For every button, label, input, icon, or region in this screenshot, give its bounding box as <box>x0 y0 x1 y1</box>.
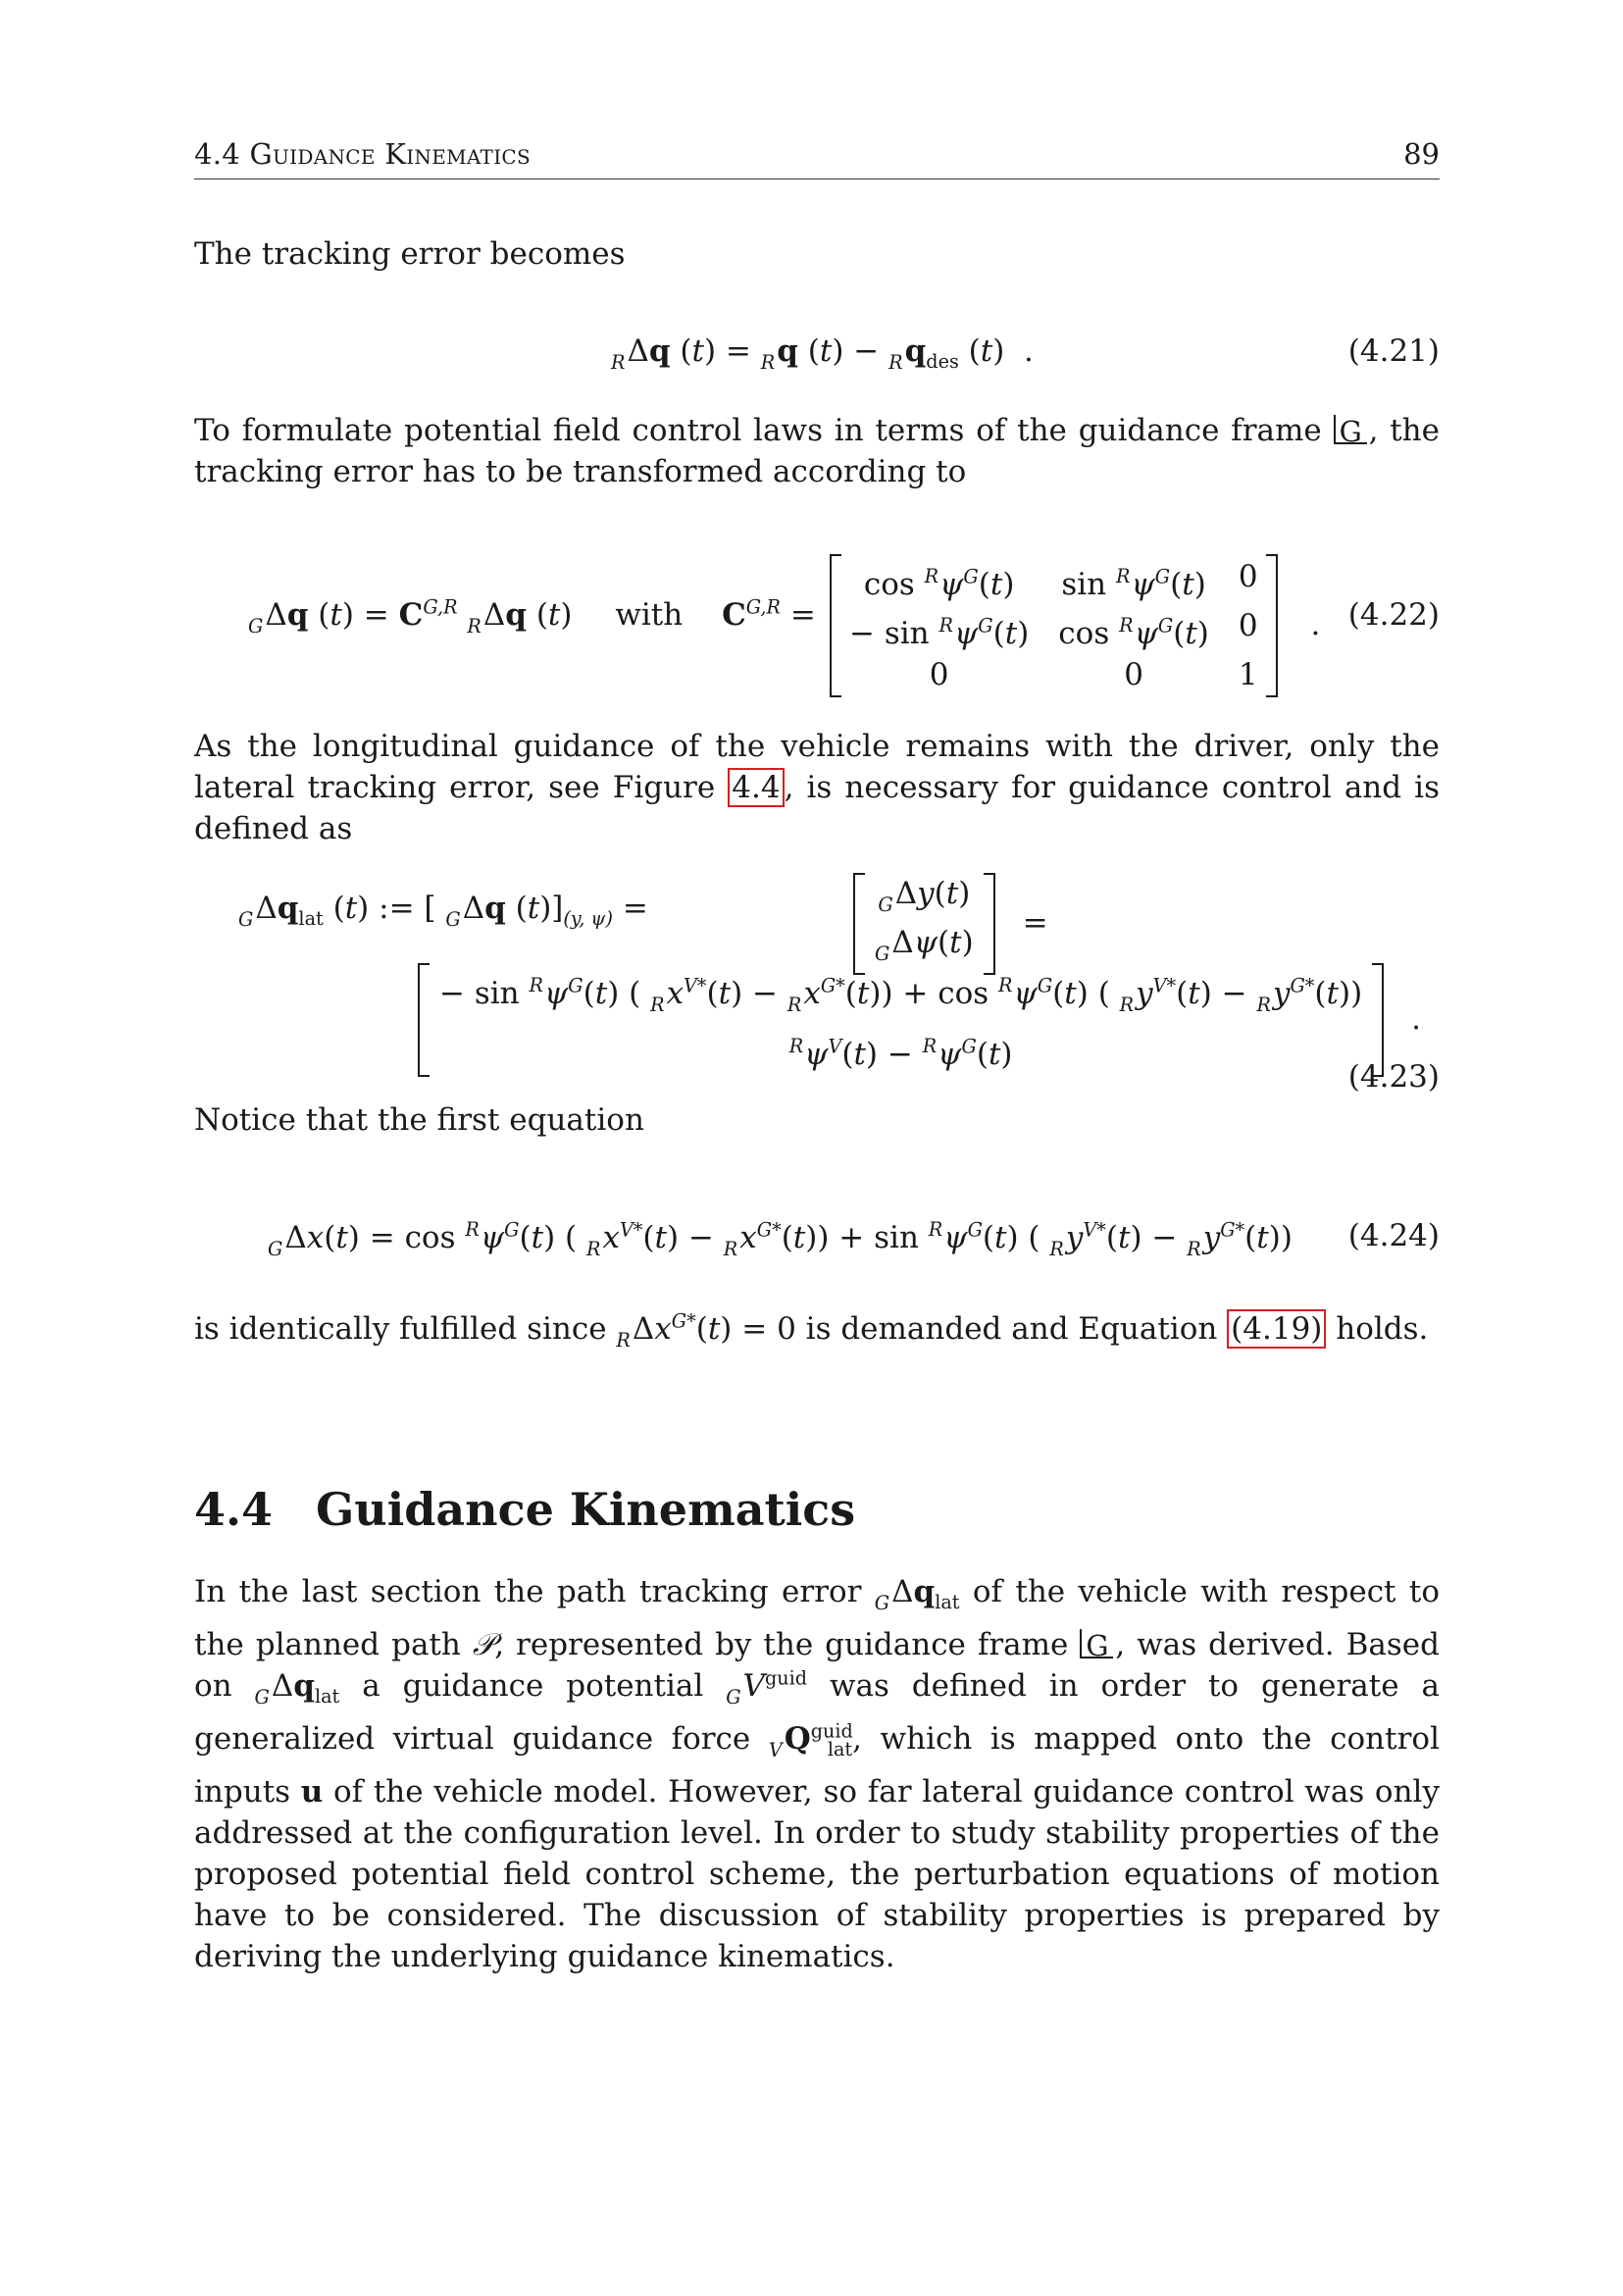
paragraph-notice: Notice that the first equation <box>194 1102 644 1138</box>
equation-4-22 <box>194 554 1440 692</box>
equation-4-23 <box>194 873 1440 1108</box>
running-title: 4.4 Guidance Kinematics <box>194 137 531 171</box>
paragraph-tracking-error: The tracking error becomes <box>194 236 626 272</box>
text-span: , which is mapped onto the control inputs <box>194 1721 1440 1810</box>
section-number: 4.4 <box>194 1483 274 1536</box>
paragraph-guidance-kinematics: In the last section the path tracking error $_G\Delta q_{lat}$ of the vehicle with respect to the planned path 𝒫, represented by the guidance frame G , was derived. Based on $_G\Delta q_{lat}$ a guidance potential $_GV^{guid}$ was defined in order to generate a generalized virtual guidance force $_VQ^{guid}_{lat}$, which is mapped onto the control inputs u of the vehicle model. However, so far lateral guidance control was only addressed at the configuration level. In order to study stability properties of the proposed potential field control scheme, the perturbation equations of motion have to be considered. The discussion of stability properties is prepared by deriving the underlying guidance kinematics. <box>194 1574 1440 1974</box>
equation-4-21-body: $_R$Δq (t) = $_R$q $(t) - _Rq_{des}$ (t) . <box>611 333 1034 374</box>
text-span: is demanded and Equation <box>795 1311 1228 1347</box>
equation-4-21 <box>194 333 1440 377</box>
paragraph-fulfilled: is identically fulfilled since $_R\Delta x^{G*}(t) = 0$ is demanded and Equation (4.19) holds. <box>194 1309 1429 1352</box>
frame-label: G <box>1339 415 1362 448</box>
text-span: , represented by the guidance frame <box>494 1627 1081 1662</box>
text-span: In the last section the path tracking error <box>194 1574 875 1609</box>
equation-4-24 <box>194 1218 1440 1263</box>
paragraph-longitudinal <box>194 726 1440 849</box>
figure-reference-link[interactable]: 4.4 <box>728 768 784 807</box>
equation-4-22-lhs: $_G$Δq $(t) = C^{G,R}$ $_R$Δq (t) with $C^{G,R}$ = <box>248 595 816 638</box>
text-span: , the tracking error has to be transformed according to <box>194 413 1440 489</box>
equation-number-4-24: (4.24) <box>1347 1218 1440 1253</box>
equation-number-4-21: (4.21) <box>1347 333 1440 369</box>
vector-dy-dpsi: $_G$Δy(t) $_G$Δψ(t) = <box>853 873 1048 975</box>
equation-number-4-22: (4.22) <box>1347 597 1440 633</box>
equation-4-23-line1: $_G\Delta q_{lat}$ (t) := [ $_G$Δq $(t)]_{(y, \psi)}$ = <box>238 891 648 931</box>
with-word: with <box>615 597 684 633</box>
equation-4-23-line2: − $\sin ^R\psi^G(t)$ ( $_Rx^{V*}(t) - _Rx^{G*}(t)) + \cos ^R\psi^G(t)$ ( $_Ry^{V*}(t) - _Ry^{G*}(t)$) $^R\psi^V(t) - ^R\psi^G(t)$ . <box>418 963 1421 1077</box>
section-title: Guidance Kinematics <box>316 1483 856 1536</box>
paragraph-formulate <box>194 410 1440 492</box>
matrix-body: $\cos ^R\psi^G(t)$ $\sin ^R\psi^G(t)$ 0 − $\sin ^R\psi^G(t)$ $\cos ^R\psi^G(t)$ 0 0 0 1 <box>830 554 1278 697</box>
equation-reference-link[interactable]: (4.19) <box>1227 1309 1326 1349</box>
text-span: , was derived. Based on <box>194 1627 1440 1704</box>
guidance-frame-icon <box>1334 415 1369 448</box>
running-head <box>194 135 1440 179</box>
equation-number-4-23: (4.23) <box>1347 1059 1440 1095</box>
text-span: As the longitudinal guidance of the vehicle remains with the driver, only the lateral tracking error, see Figure <box>194 729 1440 805</box>
text-span: , is necessary for guidance control and is defined as <box>194 770 1440 846</box>
text-span: holds. <box>1326 1311 1429 1347</box>
equation-4-24-body: $_G\Delta x(t) = \cos ^R\psi^G(t)$ ( $_Rx^{V*}(t) - _Rx^{G*}(t)) + \sin ^R\psi^G(t)$ ( $_Ry^{V*}(t) - _Ry^{G*}(t)$) <box>268 1218 1293 1260</box>
text-span: of the vehicle with respect to the planned path <box>194 1574 1440 1662</box>
section-heading <box>194 1483 855 1536</box>
page-number: 89 <box>1403 137 1440 171</box>
text-span: To formulate potential field control laws in terms of the guidance frame <box>194 413 1334 448</box>
guidance-frame-icon <box>1080 1629 1115 1662</box>
frame-label: G <box>1086 1629 1109 1662</box>
text-span: is identically fulfilled since <box>194 1311 617 1347</box>
text-span: a guidance potential <box>339 1668 727 1704</box>
text-span: of the vehicle model. However, so far lateral guidance control was only addressed at the configuration level. In order to study stability properties of the proposed potential field control scheme, the perturbation equations of motion have to be considered. The discussion of stability properties is prepared by deriving the underlying guidance kinematics. <box>194 1774 1440 1974</box>
rotation-matrix: $\cos ^R\psi^G(t)$ $\sin ^R\psi^G(t)$ 0 − $\sin ^R\psi^G(t)$ $\cos ^R\psi^G(t)$ 0 0 0 1 . <box>830 554 1320 697</box>
text-span: was defined in order to generate a generalized virtual guidance force <box>194 1668 1440 1757</box>
